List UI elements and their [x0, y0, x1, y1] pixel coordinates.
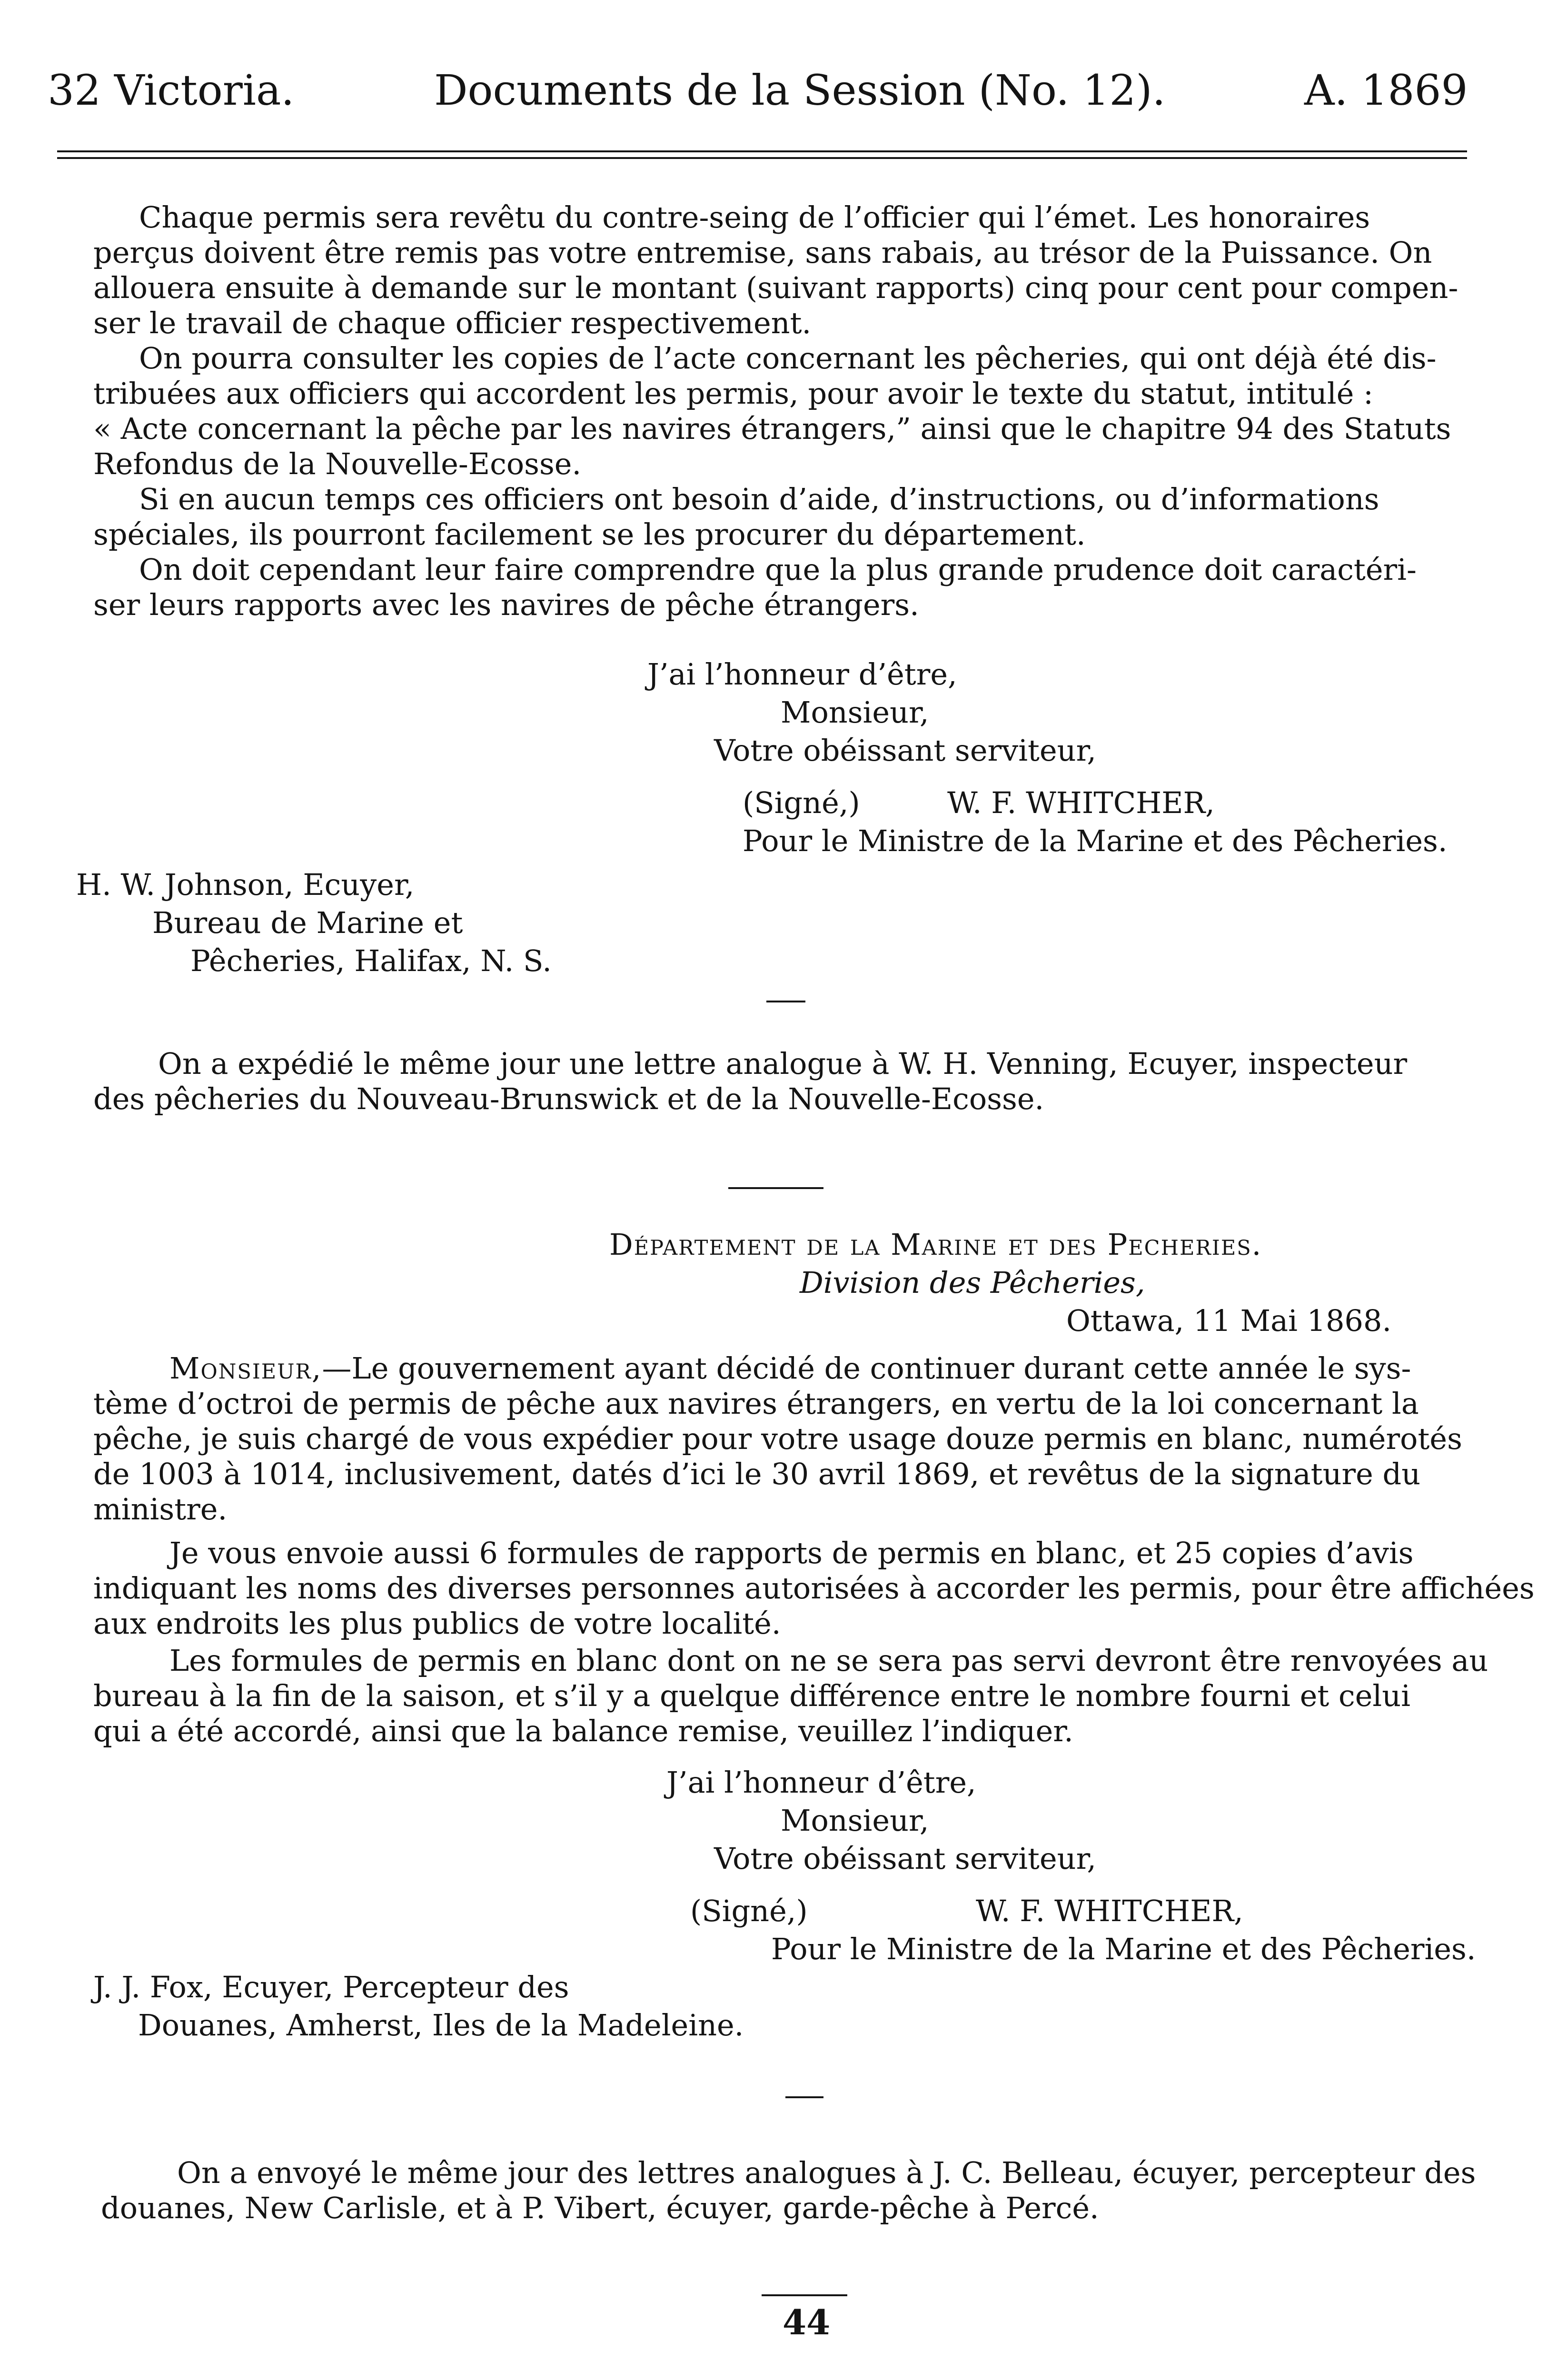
- letter1-paragraph-2: On pourra consulter les copies de l’acte concernant les pêcheries, qui ont déjà été dis- tribuées aux officiers qui accordent les permis, pour avoir le texte du statut, intitulé : « Acte concernant la pêche par les navires étrangers,” ainsi que le chapitre 94 des Statuts Refondus de la Nouvelle-Ecosse.: [93, 341, 1451, 481]
- page-number: 44: [783, 2302, 831, 2342]
- letter2-paragraph-1: Monsieur,—Le gouvernement ayant décidé de continuer durant cette année le sys- tème d’octroi de permis de pêche aux navires étrangers, en vertu de la loi concernant la pêche, je suis chargé de vous expédier pour votre usage douze permis en blanc, numérotés de 1003 à 1014, inclusivement, datés d’ici le 30 avril 1869, et revêtus de la signature du ministre.: [93, 1351, 1462, 1527]
- letter1-signer-title: Pour le Ministre de la Marine et des Pêcheries.: [743, 823, 1448, 858]
- letter2-signed-label: (Signé,): [690, 1894, 808, 1928]
- letter2-paragraph-2: Je vous envoie aussi 6 formules de rapports de permis en blanc, et 25 copies d’avis indiquant les noms des diverses personnes autorisées à accorder les permis, pour être affichées aux endroits les plus publics de votre localité.: [93, 1536, 1535, 1641]
- header-title: Documents de la Session (No. 12).: [434, 66, 1166, 115]
- letter2-closing-honour: J’ai l’honneur d’être,: [666, 1765, 976, 1800]
- letter1-addressee-line2: Bureau de Marine et: [152, 905, 463, 940]
- note-1: On a expédié le même jour une lettre analogue à W. H. Venning, Ecuyer, inspecteur des pêcheries du Nouveau-Brunswick et de la Nouvelle-Ecosse.: [93, 1046, 1408, 1116]
- note-2: On a envoyé le même jour des lettres analogues à J. C. Belleau, écuyer, percepteur des douanes, New Carlisle, et à P. Vibert, écuyer, garde-pêche à Percé.: [101, 2155, 1476, 2225]
- header-year: A. 1869: [1304, 66, 1468, 115]
- letter2-closing-monsieur: Monsieur,: [781, 1803, 929, 1838]
- department-heading: Département de la Marine et des Pecheries.: [609, 1227, 1262, 1262]
- letter1-paragraph-4: On doit cependant leur faire comprendre que la plus grande prudence doit caractéri- ser leurs rapports avec les navires de pêche étrangers.: [93, 552, 1417, 622]
- dateline: Ottawa, 11 Mai 1868.: [1066, 1303, 1392, 1338]
- letter1-signer: W. F. WHITCHER,: [947, 785, 1215, 820]
- letter2-paragraph-3: Les formules de permis en blanc dont on ne se sera pas servi devront être renvoyées au bureau à la fin de la saison, et s’il y a quelque différence entre le nombre fourni et celui qui a été accordé, ainsi que la balance remise, veuillez l’indiquer.: [93, 1643, 1488, 1748]
- letter1-closing-honour: J’ai l’honneur d’être,: [647, 657, 957, 692]
- header-rule-top: [57, 150, 1467, 152]
- letter2-paragraph-1-first-line: —Le gouvernement ayant décidé de continuer durant cette année le sys-: [322, 1351, 1411, 1386]
- header-rule-bottom: [57, 157, 1467, 159]
- separator-rule-2: [785, 2096, 823, 2098]
- letter1-closing-monsieur: Monsieur,: [781, 695, 929, 730]
- letter2-signer: W. F. WHITCHER,: [976, 1894, 1243, 1928]
- letter2-addressee-name: J. J. Fox, Ecuyer, Percepteur des: [93, 1970, 569, 2004]
- letter1-paragraph-3: Si en aucun temps ces officiers ont besoin d’aide, d’instructions, ou d’informations spéciales, ils pourront facilement se les procurer du département.: [93, 482, 1379, 552]
- letter1-signed-label: (Signé,): [743, 785, 860, 820]
- separator-rule: [766, 1001, 805, 1002]
- letter2-signer-title: Pour le Ministre de la Marine et des Pêcheries.: [771, 1932, 1476, 1966]
- letter1-closing-servant: Votre obéissant serviteur,: [714, 733, 1097, 768]
- letter2-addressee-line2: Douanes, Amherst, Iles de la Madeleine.: [138, 2008, 744, 2043]
- letter1-paragraph-1: Chaque permis sera revêtu du contre-seing de l’officier qui l’émet. Les honoraires perçus doivent être remis pas votre entremise, sans rabais, au trésor de la Puissance. On allouera ensuite à demande sur le montant (suivant rapports) cinq pour cent pour compen- ser le travail de chaque officier respectivement.: [93, 200, 1458, 340]
- division-heading: Division des Pêcheries,: [800, 1265, 1145, 1300]
- header-volume: 32 Victoria.: [48, 66, 295, 115]
- section-rule: [728, 1187, 823, 1189]
- letter2-closing-servant: Votre obéissant serviteur,: [714, 1841, 1097, 1876]
- letter1-addressee-name: H. W. Johnson, Ecuyer,: [76, 867, 415, 902]
- footer-rule: [762, 2294, 847, 2296]
- letter1-addressee-line3: Pêcheries, Halifax, N. S.: [190, 943, 552, 978]
- salutation: Monsieur,: [169, 1351, 322, 1386]
